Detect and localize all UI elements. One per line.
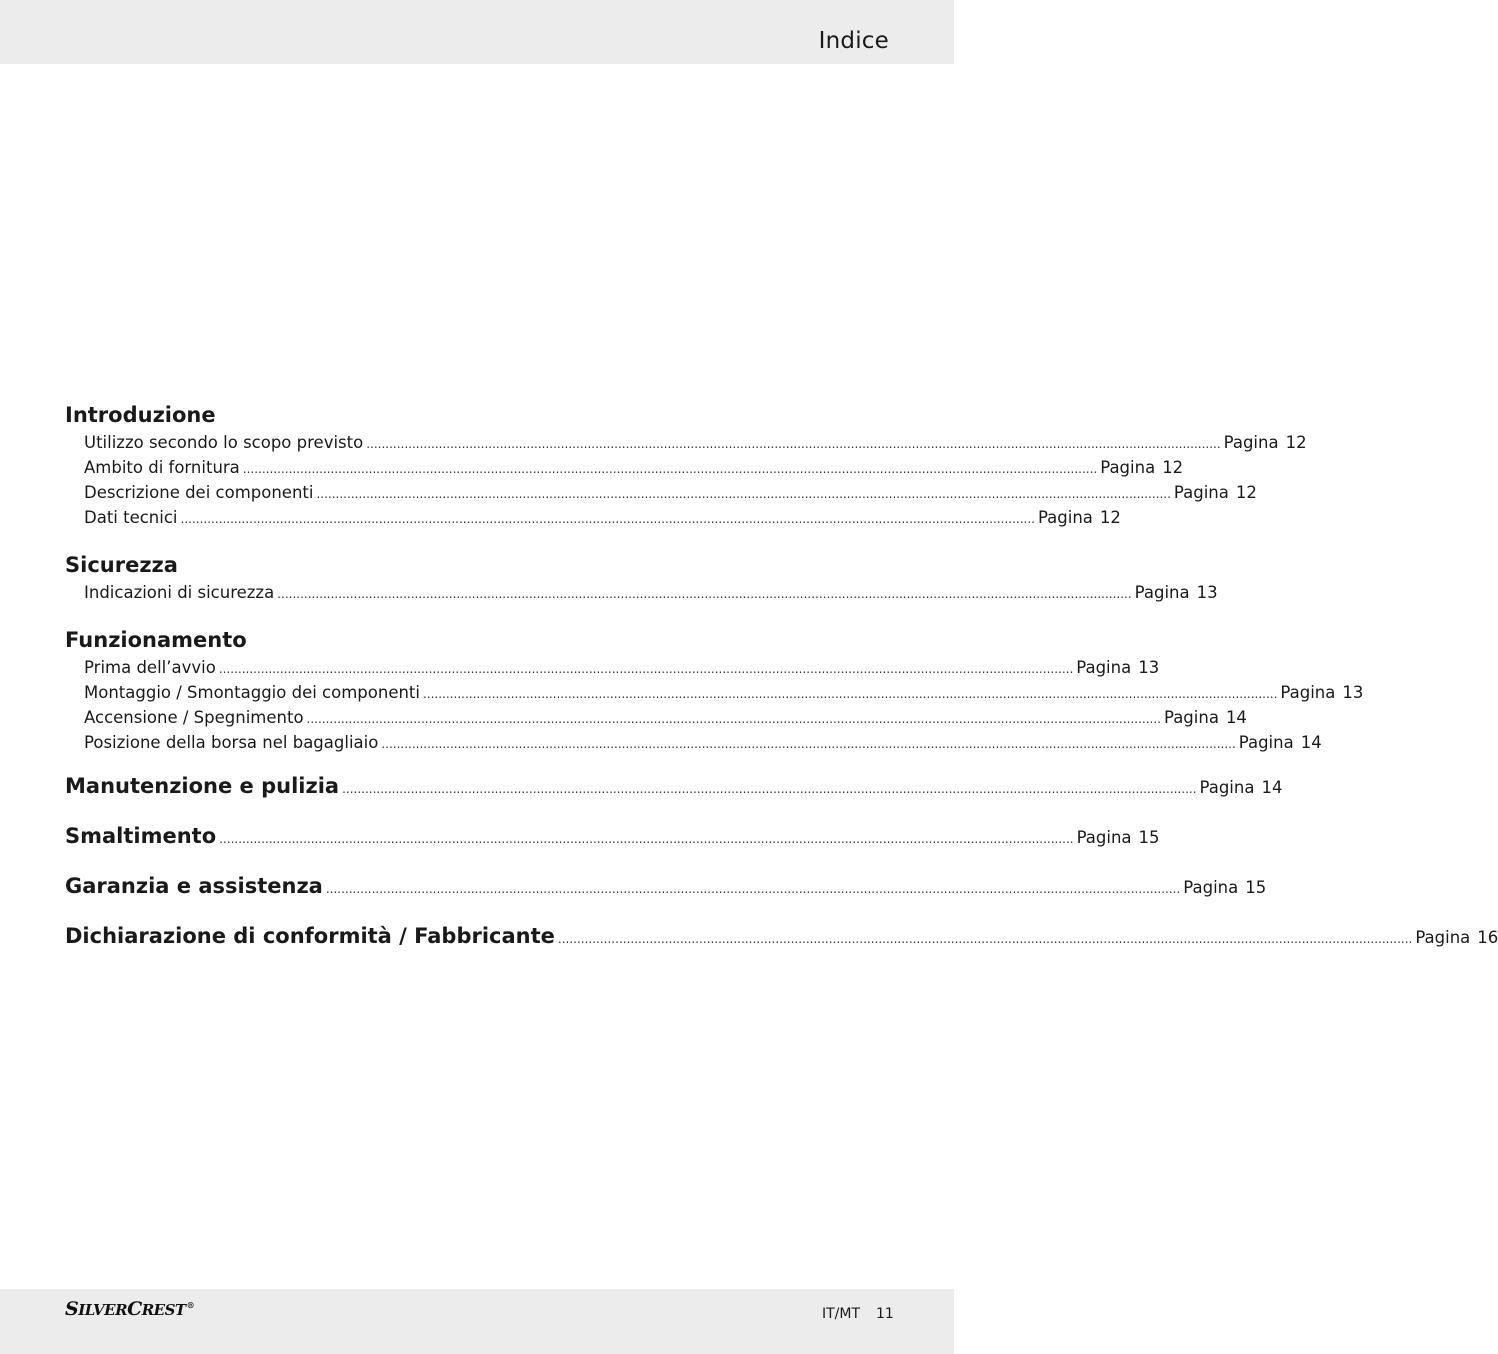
leader-dots: ................................................................................................................................................................................................................................ (219, 832, 1074, 846)
toc-entry[interactable] (65, 680, 1364, 705)
table-of-contents (65, 400, 1498, 961)
toc-entry[interactable] (65, 580, 1218, 605)
toc-entry-page: Pagina 14 (1163, 708, 1247, 727)
toc-section-funzionamento (65, 625, 1364, 755)
leader-dots: ................................................................................................................................................................................................................................ (242, 462, 1098, 476)
toc-entry-label: Utilizzo secondo lo scopo previsto (84, 433, 364, 452)
toc-entry-label: Prima dell’avvio (84, 658, 216, 677)
toc-entry-page: Pagina 13 (1280, 683, 1364, 702)
toc-entry-label: Montaggio / Smontaggio dei componenti (84, 683, 420, 702)
toc-top-entry-label: Garanzia e assistenza (65, 874, 323, 898)
toc-entry-page: Pagina 12 (1223, 433, 1307, 452)
toc-top-entry[interactable] (65, 911, 1498, 961)
section-heading: Introduzione (65, 403, 216, 427)
toc-entry[interactable] (65, 430, 1307, 455)
page-number: 11 (876, 1306, 894, 1322)
brand-logo: SILVERCREST® (65, 1298, 195, 1320)
toc-section-introduzione (65, 400, 1307, 530)
leader-dots: ................................................................................................................................................................................................................................ (316, 487, 1171, 501)
leader-dots: ................................................................................................................................................................................................................................ (325, 882, 1181, 896)
toc-entry-page: Pagina 14 (1199, 778, 1283, 797)
leader-dots: ................................................................................................................................................................................................................................ (306, 712, 1161, 726)
toc-entry-label: Dati tecnici (84, 508, 178, 527)
toc-entry-label: Descrizione dei componenti (84, 483, 314, 502)
leader-dots: ................................................................................................................................................................................................................................ (557, 932, 1413, 946)
toc-entry-page: Pagina 16 (1415, 928, 1498, 947)
toc-top-entry-label: Manutenzione e pulizia (65, 774, 340, 798)
toc-entry-page: Pagina 13 (1134, 583, 1218, 602)
toc-entry-page: Pagina 12 (1037, 508, 1121, 527)
section-heading: Funzionamento (65, 628, 247, 652)
toc-entry-page: Pagina 13 (1076, 658, 1160, 677)
leader-dots: ................................................................................................................................................................................................................................ (422, 687, 1278, 701)
toc-top-entry-label: Dichiarazione di conformità / Fabbricante (65, 924, 555, 948)
toc-entry-page: Pagina 12 (1100, 458, 1184, 477)
section-heading: Sicurezza (65, 553, 178, 577)
leader-dots: ................................................................................................................................................................................................................................ (218, 662, 1074, 676)
leader-dots: ................................................................................................................................................................................................................................ (277, 587, 1132, 601)
toc-entry-label: Accensione / Spegnimento (84, 708, 304, 727)
toc-entry-page: Pagina 12 (1173, 483, 1257, 502)
toc-entry[interactable] (65, 655, 1160, 680)
toc-entry-label: Ambito di fornitura (84, 458, 240, 477)
toc-entry[interactable] (65, 480, 1257, 505)
locale-code: IT/MT (822, 1306, 861, 1322)
toc-section-sicurezza (65, 550, 1218, 605)
toc-top-entry[interactable] (65, 861, 1267, 911)
header-band (0, 0, 954, 64)
toc-entry-page: Pagina 15 (1183, 878, 1267, 897)
toc-top-entry-label: Smaltimento (65, 824, 217, 848)
toc-entry[interactable] (65, 705, 1247, 730)
toc-entry[interactable] (65, 505, 1121, 530)
leader-dots: ................................................................................................................................................................................................................................ (366, 437, 1221, 451)
toc-entry-label: Indicazioni di sicurezza (84, 583, 275, 602)
leader-dots: ................................................................................................................................................................................................................................ (381, 737, 1236, 751)
toc-entry-page: Pagina 15 (1076, 828, 1160, 847)
toc-entry[interactable] (65, 455, 1184, 480)
page-title: Indice (818, 28, 889, 54)
toc-top-entry[interactable] (65, 811, 1160, 861)
toc-top-entry[interactable] (65, 761, 1283, 811)
leader-dots: ................................................................................................................................................................................................................................ (180, 512, 1035, 526)
toc-entry-page: Pagina 14 (1238, 733, 1322, 752)
toc-entry-label: Posizione della borsa nel bagagliaio (84, 733, 379, 752)
toc-entry[interactable] (65, 730, 1322, 755)
leader-dots: ................................................................................................................................................................................................................................ (342, 782, 1197, 796)
